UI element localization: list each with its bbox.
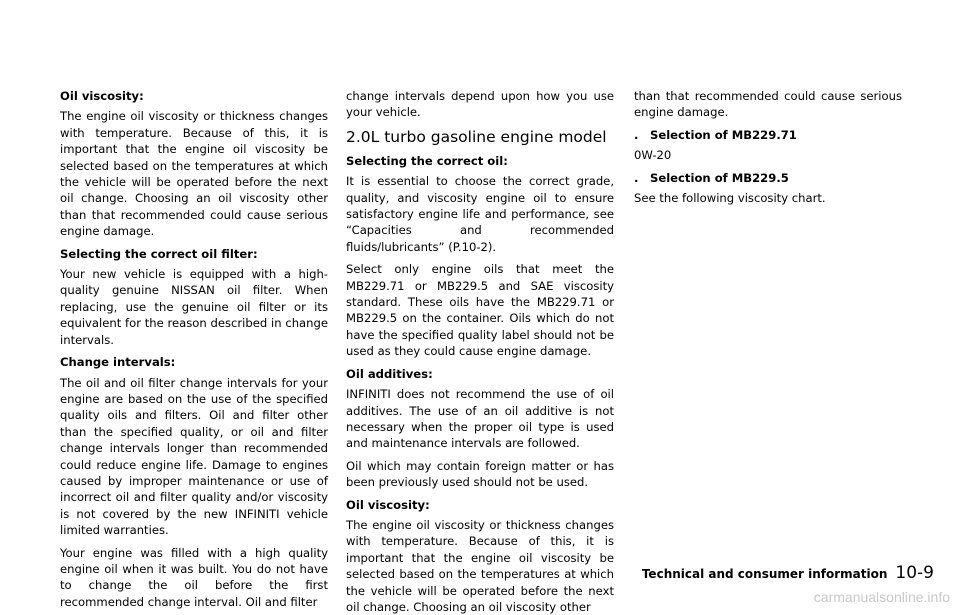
bullet-label: Selection of MB229.5: [650, 170, 789, 185]
viscosity-grade: 0W-20: [634, 148, 672, 163]
footer-section-title: Technical and consumer information: [641, 567, 888, 581]
bullet-dot: .: [634, 170, 639, 185]
paragraph-oil-viscosity-2: The engine oil viscosity or thickness changes with temperature. Because of this, it is important that the engine oil viscosity be selected based on the temperatures at which the vehicle will be operated before the next oil change. Choosing an oil viscosity other: [346, 517, 614, 614]
paragraph-change-intervals: The oil and oil filter change intervals for your engine are based on the use of the specified quality oils and filters. Oil and filter other than the specified quality, or oil and filter change intervals longer than recommended could reduce engine life. Damage to engines caused by improper maintenance or use of incorrect oil and filter quality and/or viscosity is not covered by the new INFINITI vehicle limited warranties.: [60, 375, 328, 538]
heading-oil-viscosity: Oil viscosity:: [60, 89, 144, 103]
paragraph-intervals-continued: change intervals depend upon how you use your vehicle.: [346, 89, 614, 120]
paragraph-see-chart: See the following viscosity chart.: [634, 191, 826, 206]
paragraph-oil-viscosity: The engine oil viscosity or thickness changes with temperature. Because of this, it is important that the engine oil viscosity be selected based on the temperatures at which the vehicle will be operated before the next oil change. Choosing an oil viscosity other than that recommended could cause serious engine damage.: [60, 109, 328, 239]
page-footer: [594, 563, 934, 583]
paragraph-damage-continued: than that recommended could cause serious engine damage.: [634, 89, 902, 120]
bullet-label: Selection of MB229.71: [650, 127, 797, 142]
column-left: [60, 88, 328, 610]
heading-oil-additives: Oil additives:: [346, 366, 433, 381]
paragraph-oil-additives: INFINITI does not recommend the use of oil additives. The use of an oil additive is not necessary when the proper oil type is used and maintenance intervals are followed.: [346, 387, 614, 451]
paragraph-engine-filled: Your engine was filled with a high quality engine oil when it was built. You do not have to change the oil before the first recommended change interval. Oil and filter: [60, 545, 328, 609]
bullet-item-mb22971: [634, 127, 902, 143]
paragraph-select-only: Select only engine oils that meet the MB229.71 or MB229.5 and SAE viscosity standard. These oils have the MB229.71 or MB229.5 on the container. Oils which do not have the specified quality label should not be used as they could cause engine damage.: [346, 262, 614, 359]
bullet-item-mb2295: [634, 170, 902, 186]
bullet-dot: .: [634, 127, 639, 142]
paragraph-selecting-oil: It is essential to choose the correct grade, quality, and viscosity engine oil to ensure satisfactory engine life and performance, see “Capacities and recommended fluids/lubricants” (P.10-2).: [346, 174, 614, 254]
paragraph-oil-filter: Your new vehicle is equipped with a high-quality genuine NISSAN oil filter. When replacing, use the genuine oil filter or its equivalent for the reason described in change intervals.: [60, 267, 328, 347]
column-middle: [346, 88, 614, 615]
page-number: 10-9: [895, 563, 934, 583]
section-title-turbo-engine: 2.0L turbo gasoline engine model: [346, 127, 607, 146]
paragraph-foreign-matter: Oil which may contain foreign matter or has been previously used should not be used.: [346, 458, 614, 490]
heading-oil-filter: Selecting the correct oil filter:: [60, 246, 258, 261]
heading-selecting-oil: Selecting the correct oil:: [346, 153, 508, 168]
watermark: carmanualsonline.info: [813, 589, 950, 605]
column-right: [634, 88, 902, 212]
heading-change-intervals: Change intervals:: [60, 355, 176, 370]
heading-oil-viscosity-2: Oil viscosity:: [346, 497, 430, 512]
